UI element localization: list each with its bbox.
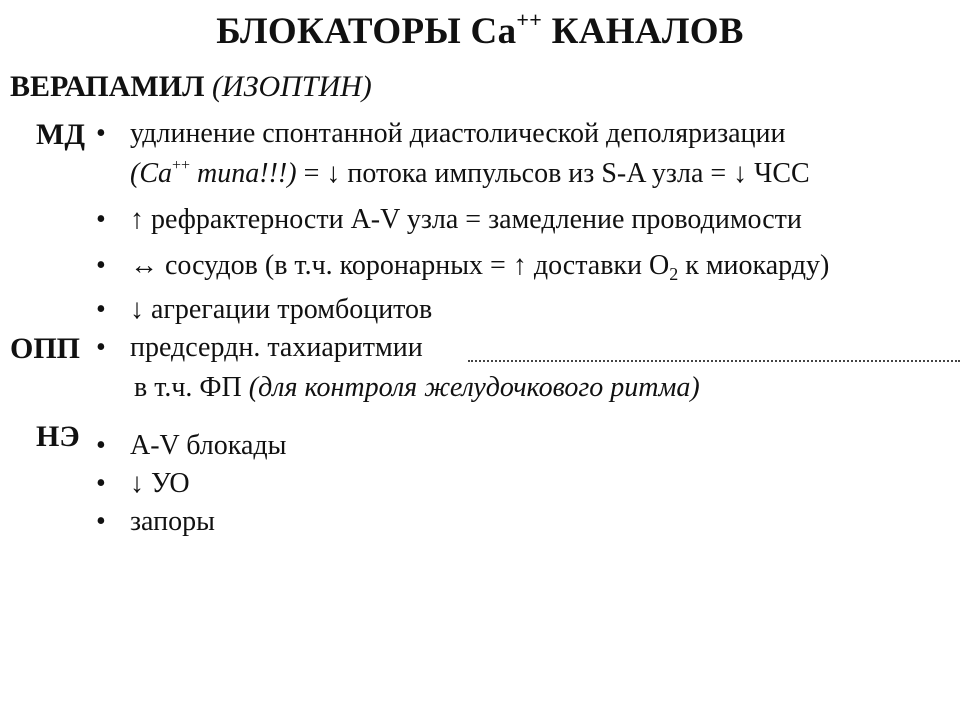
bullet-icon: • bbox=[96, 250, 106, 281]
ne-item-3: запоры bbox=[130, 506, 215, 537]
ne-item-1: A-V блокады bbox=[130, 430, 287, 461]
md-item-3 bbox=[130, 250, 829, 282]
bullet-icon: • bbox=[96, 204, 106, 235]
title-superscript: ++ bbox=[516, 7, 543, 32]
opp-item-plain: в т.ч. ФП bbox=[134, 372, 249, 403]
bullet-icon: • bbox=[96, 118, 106, 149]
drug-name: ВЕРАПАМИЛ bbox=[10, 70, 205, 103]
md-item-3-subscript: 2 bbox=[669, 264, 679, 284]
bullet-icon: • bbox=[96, 468, 106, 499]
opp-item-italic: (для контроля желудочкового ритма) bbox=[248, 372, 700, 403]
md-item-2: ↑ рефрактерности A-V узла = замедление проводимости bbox=[130, 204, 802, 235]
section-label-ne: НЭ bbox=[36, 420, 80, 453]
md-item-1-italic-b: типа!!!) bbox=[190, 158, 297, 189]
md-item-3-a: ↔ сосудов (в т.ч. коронарных = ↑ доставки O bbox=[130, 250, 670, 281]
md-item-1-line-1: удлинение спонтанной диастолической деполяризации bbox=[130, 118, 786, 149]
page-title bbox=[0, 7, 960, 53]
md-item-1-line-2 bbox=[130, 158, 810, 190]
md-item-3-b: к миокарду) bbox=[678, 250, 830, 281]
drug-heading bbox=[10, 70, 372, 104]
md-item-1-rest: = ↓ потока импульсов из S-A узла = ↓ ЧСС bbox=[296, 158, 810, 189]
bullet-icon: • bbox=[96, 294, 106, 325]
bullet-icon: • bbox=[96, 332, 106, 363]
title-rest: КАНАЛОВ bbox=[542, 11, 744, 52]
opp-item-line-1: предсердн. тахиаритмии bbox=[130, 332, 423, 363]
ne-item-2: ↓ УО bbox=[130, 468, 190, 499]
md-item-4: ↓ агрегации тромбоцитов bbox=[130, 294, 433, 325]
md-item-1-superscript: ++ bbox=[172, 157, 191, 174]
dotted-divider bbox=[468, 360, 960, 362]
bullet-icon: • bbox=[96, 430, 106, 461]
section-label-opp: ОПП bbox=[10, 332, 81, 365]
bullet-icon: • bbox=[96, 506, 106, 537]
md-item-1-italic-a: (Ca bbox=[130, 158, 172, 189]
title-main: БЛОКАТОРЫ Ca bbox=[216, 11, 517, 52]
section-label-md: МД bbox=[36, 118, 85, 151]
opp-item-line-2 bbox=[134, 372, 700, 404]
drug-alias: (ИЗОПТИН) bbox=[211, 70, 372, 103]
